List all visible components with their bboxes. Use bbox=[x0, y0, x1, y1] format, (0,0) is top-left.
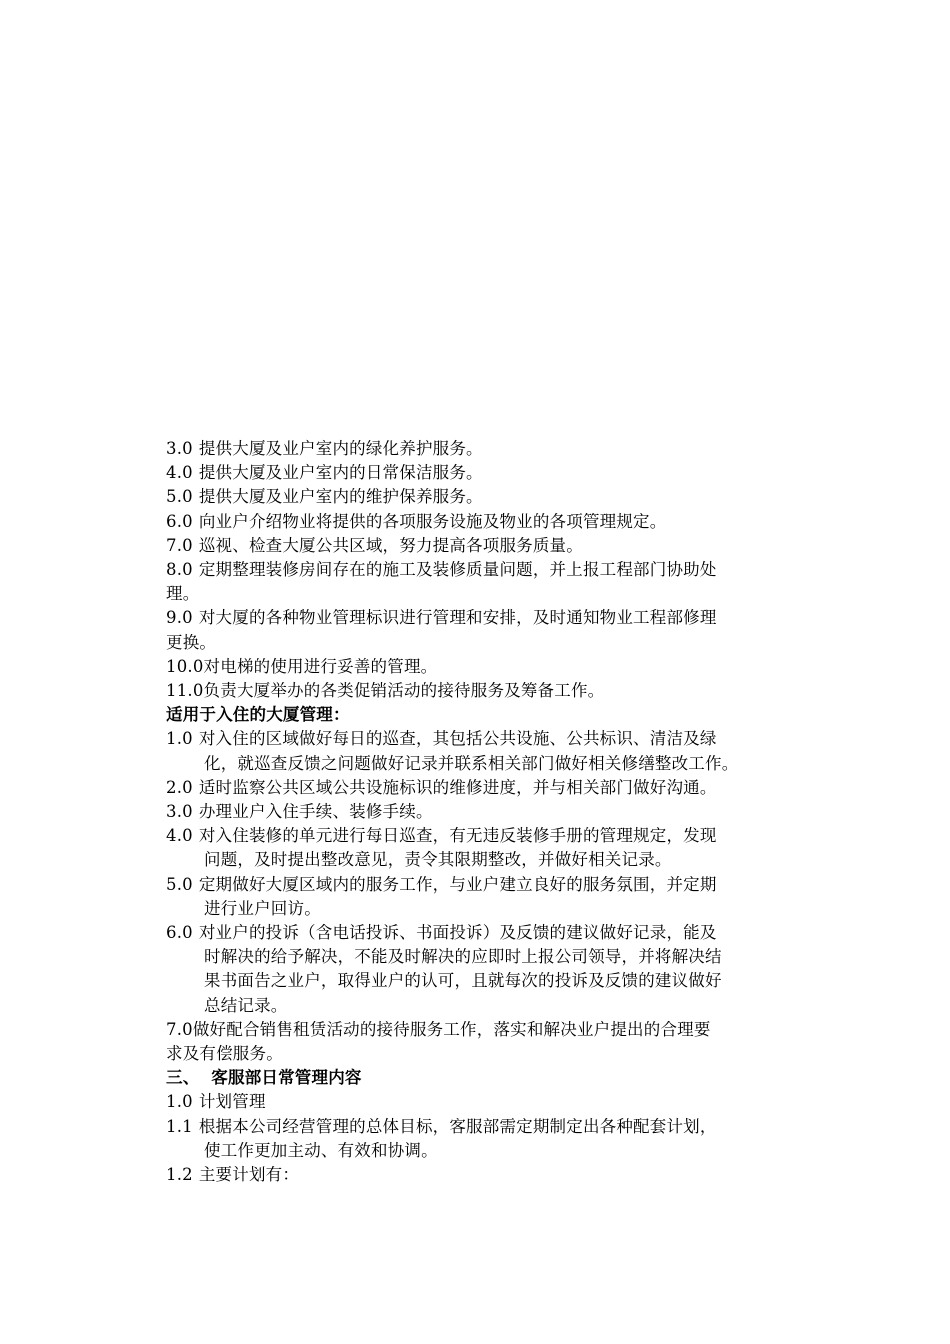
document-body bbox=[166, 437, 826, 1187]
list-item bbox=[166, 1090, 826, 1114]
list-item bbox=[166, 461, 826, 485]
item-text-continued: 使工作更加主动、有效和协调。 bbox=[204, 1140, 438, 1160]
item-text: 定期整理装修房间存在的施工及装修质量问题，并上报工程部门协助处 bbox=[198, 560, 717, 580]
item-text: 对电梯的使用进行妥善的管理。 bbox=[203, 656, 438, 676]
item-text: 向业户介绍物业将提供的各项服务设施及物业的各项管理规定。 bbox=[198, 511, 667, 531]
list-item bbox=[166, 1115, 826, 1163]
item-text: 对大厦的各种物业管理标识进行管理和安排，及时通知物业工程部修理 bbox=[198, 608, 717, 628]
item-number: 10.0 bbox=[166, 656, 204, 676]
item-text: 对入住的区域做好每日的巡查，其包括公共设施、公共标识、清洁及绿 bbox=[198, 729, 717, 749]
list-item bbox=[166, 1163, 826, 1187]
item-text: 适时监察公共区域公共设施标识的维修进度，并与相关部门做好沟通。 bbox=[198, 777, 717, 797]
list-item bbox=[166, 800, 826, 824]
list-item bbox=[166, 485, 826, 509]
item-text: 办理业户入住手续、装修手续。 bbox=[198, 802, 433, 822]
item-number: 2.0 bbox=[166, 777, 193, 797]
list-item bbox=[166, 606, 826, 654]
item-text-continued: 求及有偿服务。 bbox=[166, 1044, 283, 1064]
item-text: 对业户的投诉（含电话投诉、书面投诉）及反馈的建议做好记录，能及 bbox=[198, 923, 717, 943]
item-text: 根据本公司经营管理的总体目标，客服部需定期制定出各种配套计划， bbox=[198, 1116, 717, 1136]
list-item bbox=[166, 437, 826, 461]
item-text: 主要计划有： bbox=[198, 1165, 300, 1185]
list-item bbox=[166, 727, 826, 775]
item-number: 8.0 bbox=[166, 560, 193, 580]
list-item bbox=[166, 510, 826, 534]
item-number: 7.0 bbox=[166, 1019, 193, 1039]
list-item bbox=[166, 1018, 826, 1066]
item-text: 负责大厦举办的各类促销活动的接待服务及筹备工作。 bbox=[203, 681, 605, 701]
list-item bbox=[166, 655, 826, 679]
list-item bbox=[166, 534, 826, 558]
item-number: 11.0 bbox=[166, 681, 204, 701]
item-number: 3.0 bbox=[166, 802, 193, 822]
item-text-continued: 总结记录。 bbox=[204, 995, 288, 1015]
item-number: 6.0 bbox=[166, 923, 193, 943]
list-item bbox=[166, 558, 826, 606]
section-heading: 适用于入住的大厦管理： bbox=[166, 705, 350, 725]
item-number: 1.0 bbox=[166, 1092, 193, 1112]
list-item bbox=[166, 679, 826, 703]
item-text: 提供大厦及业户室内的维护保养服务。 bbox=[198, 487, 483, 507]
item-number: 1.1 bbox=[166, 1116, 193, 1136]
item-text-continued: 进行业户回访。 bbox=[204, 898, 321, 918]
list-item bbox=[166, 873, 826, 921]
item-text-continued: 化，就巡查反馈之问题做好记录并联系相关部门做好相关修缮整改工作。 bbox=[204, 753, 739, 773]
list-item bbox=[166, 776, 826, 800]
item-number: 5.0 bbox=[166, 874, 193, 894]
item-number: 9.0 bbox=[166, 608, 193, 628]
item-number: 3.0 bbox=[166, 439, 193, 458]
item-text: 提供大厦及业户室内的日常保洁服务。 bbox=[198, 463, 483, 483]
item-text-continued: 果书面告之业户，取得业户的认可，且就每次的投诉及反馈的建议做好 bbox=[204, 971, 722, 991]
item-text-continued: 时解决的给予解决，不能及时解决的应即时上报公司领导，并将解决结 bbox=[204, 947, 722, 967]
item-text: 计划管理 bbox=[198, 1092, 266, 1112]
section-heading: 三、 客服部日常管理内容 bbox=[166, 1068, 362, 1088]
item-text-continued: 理。 bbox=[166, 584, 200, 604]
item-number: 4.0 bbox=[166, 826, 193, 846]
item-text-continued: 更换。 bbox=[166, 632, 217, 652]
item-number: 4.0 bbox=[166, 463, 193, 483]
item-number: 6.0 bbox=[166, 511, 193, 531]
item-number: 1.0 bbox=[166, 729, 193, 749]
item-text-continued: 问题，及时提出整改意见，责令其限期整改，并做好相关记录。 bbox=[204, 850, 672, 870]
list-item bbox=[166, 824, 826, 872]
item-text: 巡视、检查大厦公共区域，努力提高各项服务质量。 bbox=[198, 535, 583, 555]
list-item bbox=[166, 921, 826, 1018]
item-number: 5.0 bbox=[166, 487, 193, 507]
item-text: 做好配合销售租赁活动的接待服务工作，落实和解决业户提出的合理要 bbox=[192, 1019, 711, 1039]
item-number: 7.0 bbox=[166, 535, 193, 555]
item-text: 提供大厦及业户室内的绿化养护服务。 bbox=[198, 439, 483, 458]
item-text: 定期做好大厦区域内的服务工作，与业户建立良好的服务氛围，并定期 bbox=[198, 874, 717, 894]
item-number: 1.2 bbox=[166, 1165, 193, 1185]
item-text: 对入住装修的单元进行每日巡查，有无违反装修手册的管理规定，发现 bbox=[198, 826, 717, 846]
